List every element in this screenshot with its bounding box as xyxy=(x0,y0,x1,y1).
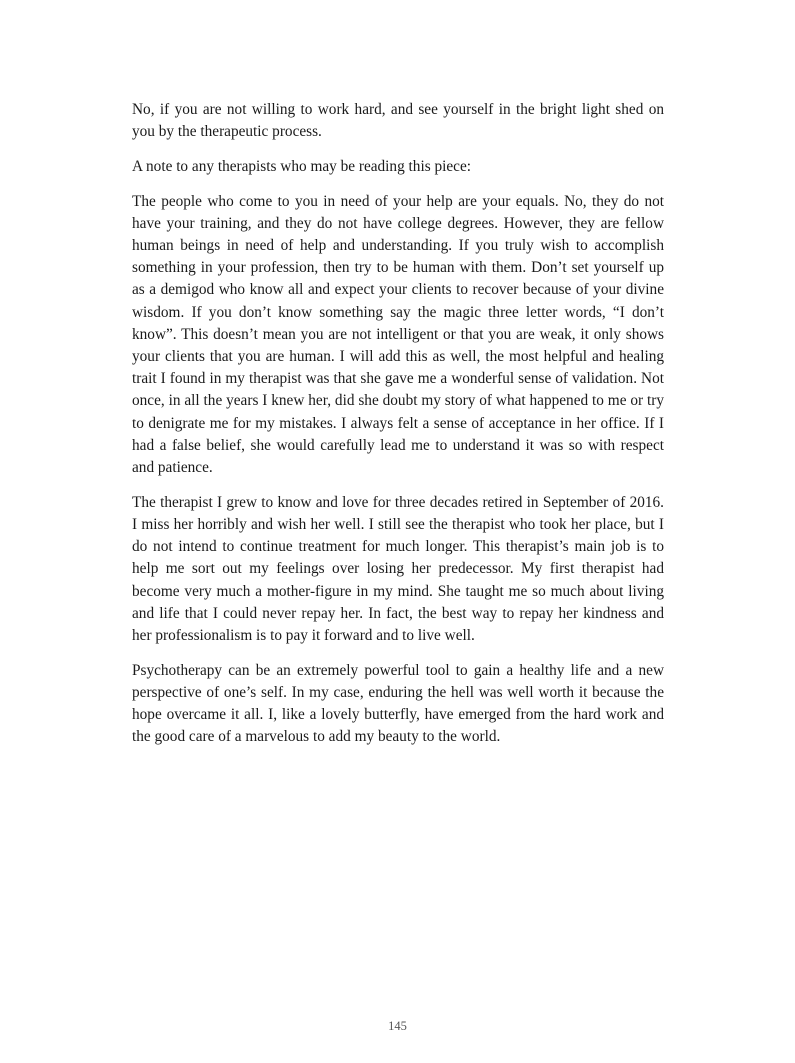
page-number: 145 xyxy=(388,1019,407,1033)
paragraph-5: Psychotherapy can be an extremely powerful tool to gain a healthy life and a new perspective of one’s self. In my case, enduring the hell was well worth it because the hope overcame it all. I, like a lovely butterfly, have emerged from the hard work and the good care of a marvelous to add my beauty to the world. xyxy=(132,661,664,746)
paragraph-2: A note to any therapists who may be reading this piece: xyxy=(132,157,471,175)
paragraph-3: The people who come to you in need of your help are your equals. No, they do not have your training, and they do not have college degrees. However, they are fellow human beings in need of help and understanding. If you truly wish to accomplish something in your profession, then try to be human with them. Don’t set yourself up as a demigod who know all and expect your clients to recover because of your divine wisdom. If you don’t know something say the magic three letter words, “I don’t know”. This doesn’t mean you are not intelligent or that you are weak, it only shows your clients that you are human. I will add this as well, the most helpful and healing trait I found in my therapist was that she gave me a wonderful sense of validation. Not once, in all the years I knew her, did she doubt my story of what happened to me or try to denigrate me for my mistakes. I always felt a sense of acceptance in her office. If I had a false belief, she would carefully lead me to understand it was so with respect and patience. xyxy=(132,192,664,477)
body-text xyxy=(132,99,664,761)
paragraph-1: No, if you are not willing to work hard, and see yourself in the bright light shed on you by the therapeutic process. xyxy=(132,101,664,141)
paragraph-4: The therapist I grew to know and love for three decades retired in September of 2016. I miss her horribly and wish her well. I still see the therapist who took her place, but I do not intend to continue treatment for much longer. This therapist’s main job is to help me sort out my feelings over losing her predecessor. My first therapist had become very much a mother-figure in my mind. She taught me so much about living and life that I could never repay her. In fact, the best way to repay her kindness and her professionalism is to pay it forward and to live well. xyxy=(132,493,664,644)
